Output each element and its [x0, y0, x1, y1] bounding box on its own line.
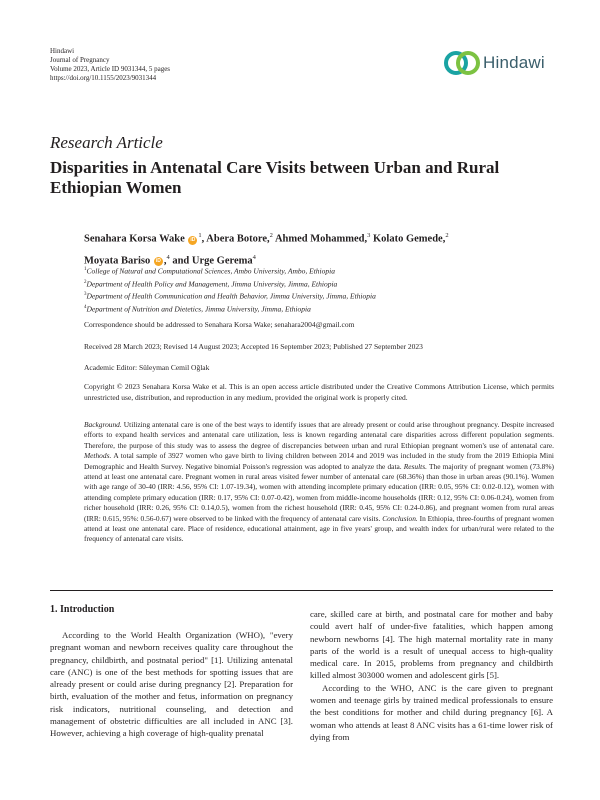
journal-meta	[50, 47, 170, 83]
publication-dates: Received 28 March 2023; Revised 14 August 2023; Accepted 16 September 2023; Published 27 September 2023	[84, 342, 423, 351]
abstract-methods: A total sample of 3927 women who gave birth to living children between 2014 and 2019 was included in the study from the 2019 Ethiopia Mini Demographic and Health Survey. Negative binomial Poisson's regression was adopted to analyze the data.	[84, 451, 554, 471]
abstract-results-label: Results.	[403, 461, 427, 471]
orcid-icon[interactable]: iD	[190, 236, 196, 243]
author-name[interactable]: Senahara Korsa Wake	[84, 233, 185, 245]
section-heading: 1. Introduction	[50, 604, 115, 615]
copyright-notice: Copyright © 2023 Senahara Korsa Wake et al. This is an open access article distributed under the Creative Commons Attribution License, which permits unrestricted use, distribution, and reproduction in any medium, provided the original work is properly cited.	[84, 382, 554, 402]
journal-name: Journal of Pregnancy	[50, 56, 110, 64]
author-affil-number: 1	[198, 232, 202, 239]
author-name[interactable]: Abera Botore,	[206, 233, 270, 245]
abstract-results: The majority of pregnant women (73.8%) attend at least one antenatal care. Pregnant women in rural areas visited fewer number of antenatal care (68.36%) than those in urban areas (90.1%). Women with age range of 30-40 (IRR: 4.56, 95% CI: 1.07-19.34), women with attending incomplete primary education (IRR: 0.05, 95% CI: 0.02-0.12), women with attending complete primary education (IRR: 0.17, 95% CI: 0.07-0.42), women from middle-income households (IRR: 0.12, 95% CI: 0.06-0.24), women from richer household (IRR: 0.26, 95% CI: 0.14,0.5), women from the richest household (IRR: 0.45, 95% CI: 0.24-0.86), and pregnant women from rural areas (IRR: 0.615, 95%: 0.56-0.67) were observed to be linked with the frequency of antenatal care visits.	[84, 461, 554, 523]
abstract-background-label: Background.	[84, 420, 122, 429]
abstract-conclusion-label: Conclusion.	[382, 513, 418, 523]
affiliation-number: 3	[84, 292, 87, 297]
volume-line: Volume 2023, Article ID 9031344, 5 pages	[50, 65, 171, 73]
intro-right-column	[310, 608, 553, 743]
logo-text: Hindawi	[483, 53, 545, 72]
affiliation-number: 4	[84, 304, 87, 310]
author-name[interactable]: Moyata Bariso	[84, 255, 151, 266]
academic-editor: Academic Editor: Süleyman Cemil Oğlak	[84, 363, 210, 372]
abstract-background: Utilizing antenatal care is one of the best ways to identify issues that are already present or could arise throughout pregnancy. Despite increased efforts to expand health services and antenatal care utilization, less is known regarding antenatal care disparities across different population segments. Therefore, the purpose of this study was to assess the degree of discrepancies between urban and rural Ethiopian pregnant women's use of antenatal care.	[84, 420, 554, 450]
author-affil-number: 2	[445, 232, 449, 239]
doi-link[interactable]: https://doi.org/10.1155/2023/9031344	[50, 74, 157, 82]
affiliations	[84, 264, 554, 314]
abstract-methods-label: Methods.	[84, 451, 112, 461]
author-name[interactable]: Ahmed Mohammed,	[274, 233, 368, 245]
affiliation-number: 1	[84, 267, 87, 272]
author-name[interactable]: Kolato Gemede,	[373, 233, 446, 245]
author-affil-number: 2	[269, 232, 273, 239]
correspondence: Correspondence should be addressed to Senahara Korsa Wake; senahara2004@gmail.com	[84, 320, 355, 329]
hindawi-logo[interactable]	[443, 48, 553, 78]
publisher-name: Hindawi	[50, 47, 75, 55]
abstract-conclusion: In Ethiopia, three-fourths of pregnant women attend at least one antenatal care. Place of residence, educational attainment, age in five years' group, and wealth index for urban/rural were related to the frequency of antenatal care visits.	[84, 513, 554, 544]
affiliation-item	[84, 277, 554, 290]
author-list: Senahara Korsa Wake $iD^1$, Abera Botore,$^2$ Ahmed Mohammed,$^3$ Kolato Gemede,$^2$ Moyata Bariso iD ,$^4$ and Urge Gerema$^4$	[84, 232, 449, 266]
author-affil-number: 3	[367, 232, 371, 239]
article-type: Research Article	[50, 133, 163, 152]
affiliation-text: College of Natural and Computational Sciences, Ambo University, Ambo, Ethiopia	[86, 266, 335, 276]
affiliation-number: 2	[84, 279, 87, 285]
abstract	[84, 420, 554, 545]
orcid-icon[interactable]: iD	[155, 258, 161, 264]
hindawi-logo-icon	[443, 48, 481, 78]
author-affil-number: 4	[166, 253, 170, 261]
author-name[interactable]: and Urge Gerema	[172, 255, 253, 266]
intro-paragraph: According to the WHO, ANC is the care given to pregnant women and teenage girls by trained medical professionals to ensure the best conditions for mother and child during pregnancy [6]. A woman who attends at least 8 ANC visits has a 61-time lower risk of dying from	[310, 682, 553, 742]
affiliation-text: Department of Nutrition and Dietetics, Jimma University, Jimma, Ethiopia	[86, 304, 311, 313]
author-affil-number: 4	[252, 253, 256, 261]
intro-paragraph: care, skilled care at birth, and postnatal care for mother and baby could avert half of under-five fatalities, which happen among newborn newborns [4]. The high maternal mortality rate in many parts of the world is a result of unequal access to high-quality medical care. In 2015, problems from pregnancy and childbirth killed almost 303000 women and adolescent girls [5].	[310, 609, 553, 681]
affiliation-text: Department of Health Policy and Management, Jimma University, Jimma, Ethiopia	[86, 279, 338, 288]
affiliation-item	[84, 289, 554, 302]
section-divider	[50, 590, 553, 591]
intro-left-column: According to the World Health Organization (WHO), "every pregnant woman and newborn receives quality care throughout the pregnancy, childbirth, and postnatal period" [1]. Utilizing antenatal care (ANC) is one of the best methods for spotting issues that are already present or could arise during pregnancy [2]. Preparation for birth, evaluation of the mother and fetus, information on pregnancy risk indicators, nutritional counseling, and detection and management of obstetric difficulties are all included in ANC [3]. However, achieving a high coverage of high-quality prenatal	[50, 630, 293, 739]
affiliation-item	[84, 302, 554, 315]
article-title: Disparities in Antenatal Care Visits between Urban and Rural Ethiopian Women	[50, 158, 500, 197]
affiliation-text: Department of Health Communication and Health Behavior, Jimma University, Jimma, Ethiopia	[86, 291, 376, 301]
affiliation-item	[84, 264, 554, 277]
